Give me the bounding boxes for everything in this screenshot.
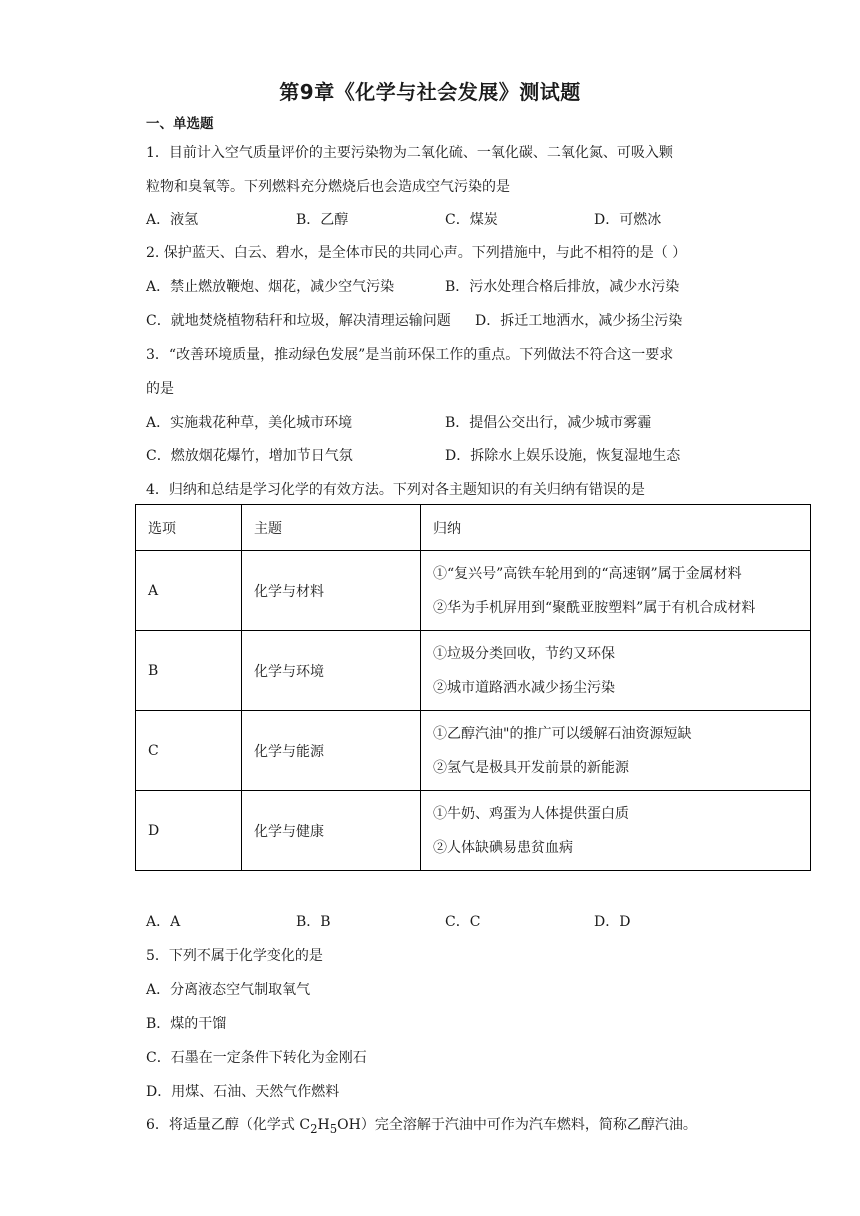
summary-item: ①垃圾分类回收，节约又环保 <box>433 645 615 662</box>
question-6-text-line-1 <box>146 1114 697 1136</box>
question-4-text-line-1: 4．归纳和总结是学习化学的有效方法。下列对各主题知识的有关归纳有错误的是 <box>146 482 645 498</box>
question-5-text-line-1: 5．下列不属于化学变化的是 <box>146 948 323 964</box>
question-1-option-a: A．液氢 <box>146 212 199 228</box>
question-1-option-c: C．煤炭 <box>445 212 498 228</box>
table-cell-topic: 化学与环境 <box>242 631 421 711</box>
question-5-option-b: B．煤的干馏 <box>146 1016 227 1032</box>
table-cell-option: B <box>136 631 242 711</box>
table-row <box>136 791 811 871</box>
summary-item: ①乙醇汽油"的推广可以缓解石油资源短缺 <box>433 725 692 742</box>
question-4-option-c: C．C <box>445 914 481 930</box>
table-cell-topic: 化学与能源 <box>242 711 421 791</box>
summary-item: ①“复兴号”高铁车轮用到的“高速钢”属于金属材料 <box>433 565 742 582</box>
question-3-text-line-1: 3．“改善环境质量，推动绿色发展”是当前环保工作的重点。下列做法不符合这一要求 <box>146 347 674 363</box>
question-3-text-line-2: 的是 <box>146 381 174 397</box>
summary-item: ①牛奶、鸡蛋为人体提供蛋白质 <box>433 805 629 822</box>
question-3-option-c: C．燃放烟花爆竹，增加节日气氛 <box>146 448 353 464</box>
table-cell-option: C <box>136 711 242 791</box>
question-2-text-line-1: 2. 保护蓝天、白云、碧水，是全体市民的共同心声。下列措施中，与此不相符的是（ ） <box>146 245 687 261</box>
question-2-option-d: D．拆迁工地洒水，减少扬尘污染 <box>475 313 683 329</box>
question-1-option-d: D．可燃冰 <box>594 212 662 228</box>
question-6-text-prefix: 6．将适量乙醇（化学式 C <box>146 1117 311 1133</box>
question-3-option-b: B．提倡公交出行，减少城市雾霾 <box>445 415 652 431</box>
table-row <box>136 711 811 791</box>
table-cell-option: A <box>136 551 242 631</box>
formula-subscript: 5 <box>329 1121 338 1136</box>
question-3-option-d: D．拆除水上娱乐设施，恢复湿地生态 <box>445 448 681 464</box>
question-2-option-b: B．污水处理合格后排放，减少水污染 <box>445 279 680 295</box>
table-row <box>136 631 811 711</box>
question-1-option-b: B．乙醇 <box>296 212 349 228</box>
summary-item: ②氢气是极具开发前景的新能源 <box>433 759 629 776</box>
question-4-option-a: A．A <box>146 914 181 930</box>
formula-subscript: 2 <box>310 1121 318 1136</box>
table-header-summary: 归纳 <box>421 505 811 551</box>
summary-item: ②人体缺碘易患贫血病 <box>433 839 573 856</box>
table-cell-option: D <box>136 791 242 871</box>
table-header-topic: 主题 <box>242 505 421 551</box>
question-4-option-b: B．B <box>296 914 331 930</box>
question-2-option-a: A．禁止燃放鞭炮、烟花，减少空气污染 <box>146 279 395 295</box>
question-5-option-a: A．分离液态空气制取氧气 <box>146 982 311 998</box>
page-title: 第9章《化学与社会发展》测试题 <box>279 80 581 104</box>
table-row <box>136 551 811 631</box>
table-header-row <box>136 505 811 551</box>
question-1-text-line-2: 粒物和臭氧等。下列燃料充分燃烧后也会造成空气污染的是 <box>146 179 510 195</box>
question-5-option-c: C．石墨在一定条件下转化为金刚石 <box>146 1050 367 1066</box>
question-6-text-suffix: OH）完全溶解于汽油中可作为汽车燃料，简称乙醇汽油。 <box>337 1117 697 1133</box>
table-cell-topic: 化学与健康 <box>242 791 421 871</box>
question-1-text-line-1: 1．目前计入空气质量评价的主要污染物为二氧化硫、一氧化碳、二氧化氮、可吸入颗 <box>146 145 673 161</box>
summary-item: ②华为手机屏用到“聚酰亚胺塑料”属于有机合成材料 <box>433 599 756 616</box>
table-cell-summary <box>421 631 811 711</box>
question-3-option-a: A．实施栽花种草，美化城市环境 <box>146 415 353 431</box>
question-2-option-c: C．就地焚烧植物秸秆和垃圾，解决清理运输问题 <box>146 313 451 329</box>
table-cell-summary <box>421 711 811 791</box>
table-cell-summary <box>421 791 811 871</box>
question-4-table <box>135 504 811 871</box>
formula-element: H <box>317 1117 330 1133</box>
section-heading: 一、单选题 <box>146 116 214 132</box>
table-cell-topic: 化学与材料 <box>242 551 421 631</box>
table-cell-summary <box>421 551 811 631</box>
summary-item: ②城市道路洒水减少扬尘污染 <box>433 679 615 696</box>
question-4-option-d: D．D <box>594 914 631 930</box>
question-5-option-d: D．用煤、石油、天然气作燃料 <box>146 1084 340 1100</box>
table-header-option: 选项 <box>136 505 242 551</box>
